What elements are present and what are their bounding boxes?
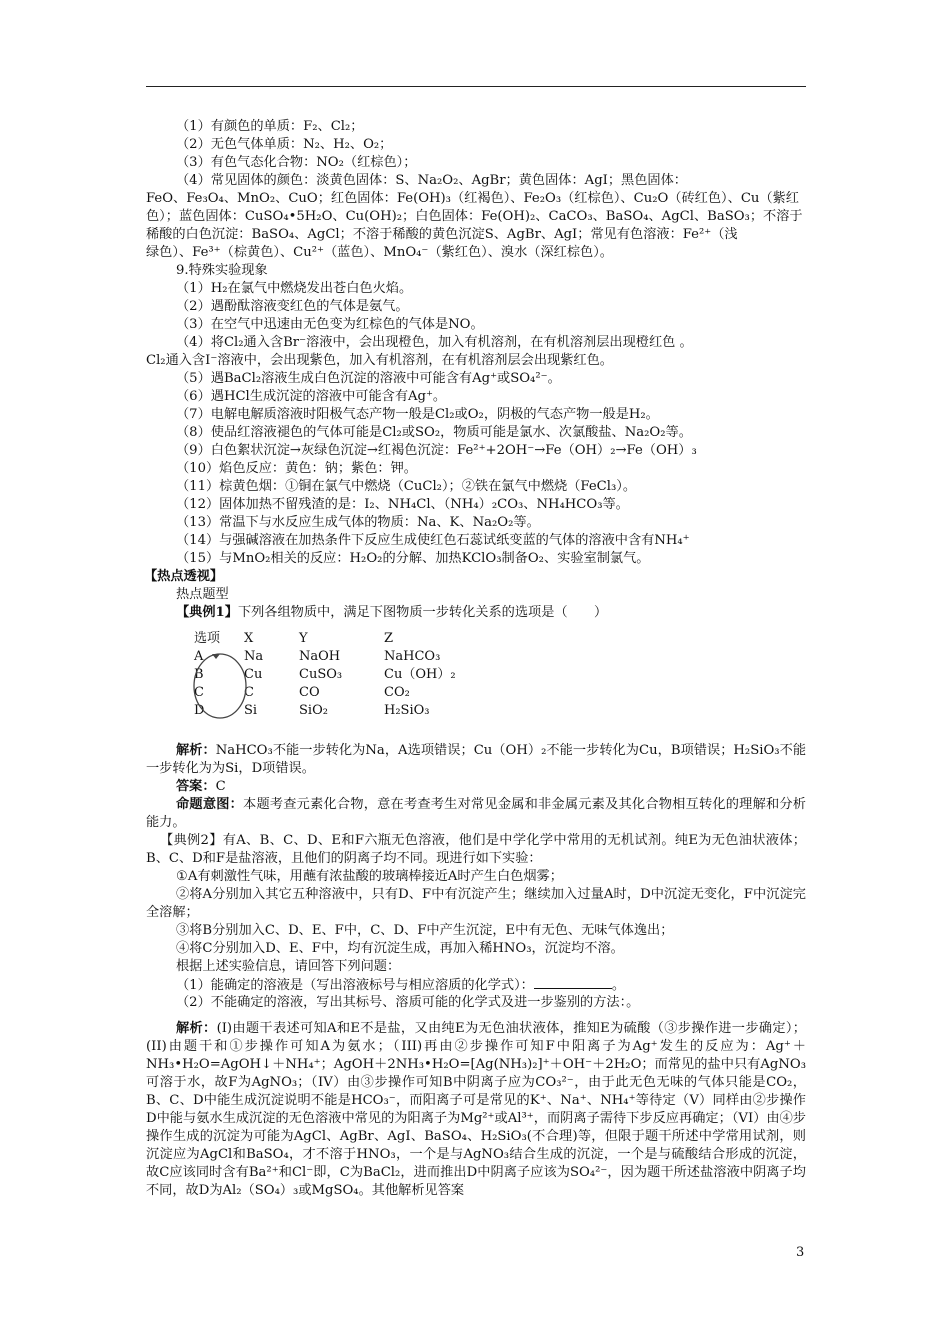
table-cell: NaOH bbox=[299, 649, 341, 664]
table-cell: Cu（OH）₂ bbox=[384, 667, 456, 682]
table-cell: SiO₂ bbox=[299, 703, 328, 718]
example-2-q1 bbox=[146, 976, 806, 994]
example-2-q1-text: （1）能确定的溶液是（写出溶液标号与相应溶质的化学式）： bbox=[176, 978, 534, 993]
table-cell: B bbox=[194, 667, 204, 682]
text-line: （1）H₂在氯气中燃烧发出苍白色火焰。 bbox=[176, 281, 413, 296]
example-2-q1-end: 。 bbox=[611, 978, 626, 993]
example-1-question bbox=[146, 604, 806, 622]
example-1-label: 【典例1】 bbox=[176, 605, 238, 620]
intent-1 bbox=[146, 796, 806, 832]
answer-1 bbox=[146, 778, 806, 796]
example-2-step: ②将A分别加入其它五种溶液中，只有D、F中有沉淀产生；继续加入过量A时，D中沉淀无变化，F中沉淀完全溶解； bbox=[146, 887, 806, 920]
table-header-cell: Z bbox=[384, 631, 394, 646]
header-rule bbox=[146, 86, 806, 87]
text-line: （8）使品红溶液褪色的气体可能是Cl₂或SO₂，物质可能是氯水、次氯酸盐、Na₂O₂等。 bbox=[176, 425, 692, 440]
table-cell: NaHCO₃ bbox=[384, 649, 441, 664]
text-line: （1）有颜色的单质：F₂、Cl₂； bbox=[176, 119, 364, 134]
example-2-q2-text: （2）不能确定的溶液，写出其标号、溶质可能的化学式及进一步鉴别的方法： bbox=[176, 995, 627, 1010]
text-line: Cl₂通入含I⁻溶液中，会出现紫色，加入有机溶剂，在有机溶剂层会出现紫红色。 bbox=[146, 353, 613, 368]
text-line: （4）常见固体的颜色：淡黄色固体：S、Na₂O₂、AgBr；黄色固体：AgI；黑色固体： bbox=[176, 173, 687, 188]
intent-1-text: 本题考查元素化合物，意在考查考生对常见金属和非金属元素及其化合物相互转化的理解和分析能力。 bbox=[146, 797, 806, 830]
text-line: （14）与强碱溶液在加热条件下反应生成使红色石蕊试纸变蓝的气体的溶液中含有NH₄⁺ bbox=[176, 533, 690, 548]
table-cell: CO₂ bbox=[384, 685, 410, 700]
text-line: （5）遇BaCl₂溶液生成白色沉淀的溶液中可能含有Ag⁺或SO₄²⁻。 bbox=[176, 371, 561, 386]
table-header-cell: X bbox=[244, 631, 254, 646]
intent-1-label: 命题意图： bbox=[176, 797, 244, 812]
table-cell: Na bbox=[244, 649, 264, 664]
answer-blank bbox=[534, 976, 612, 989]
section-title: 9.特殊实验现象 bbox=[176, 263, 268, 278]
text-line: （10）焰色反应：黄色：钠；紫色：钾。 bbox=[176, 461, 417, 476]
options-table bbox=[194, 630, 594, 720]
table-header-cell: Y bbox=[299, 631, 308, 646]
table-cell: H₂SiO₃ bbox=[384, 703, 430, 718]
analysis-2-text: (I)由题干表述可知A和E不是盐，又由纯E为无色油状液体，推知E为硫酸（③步操作进一步确定）；(II)由题干和①步操作可知A为氨水；（III)再由②步操作可知F中阳离子为Ag⁺发生的反应为：Ag⁺＋NH₃•H₂O=AgOH↓＋NH₄⁺；AgOH＋2NH₃•H₂O=[Ag(NH₃)₂]⁺＋OH⁻＋2H₂O；而常见的盐中只有AgNO₃可溶于水，故F为AgNO₃；（IV）由③步操作可知B中阴离子应为CO₃²⁻，由于此无色无味的气体只能是CO₂，B、C、D中能生成沉淀说明不能是HCO₃⁻，而阳离子可是常见的K⁺、Na⁺、NH₄⁺等待定（V）同样由②步操作D中能与氨水生成沉淀的无色溶液中常见的为阳离子为Mg²⁺或Al³⁺，而阴离子需待下步反应再确定；（VI）由④步操作生成的沉淀为可能为AgCl、AgBr、AgI、BaSO₄、H₂SiO₃(不合理)等，但限于题干所述中学常用试剂，则沉淀应为AgCl和BaSO₄，才不溶于HNO₃，一个是与AgNO₃结合生成的沉淀，一个是与硫酸结合形成的沉淀，故C应该同时含有Ba²⁺和Cl⁻即，C为BaCl₂，进而推出D中阴离子应该为SO₄²⁻，因为题干所述盐溶液中阴离子均不同，故D为Al₂（SO₄）₃或MgSO₄。其他解析见答案 bbox=[146, 1021, 806, 1198]
example-1-text: 下列各组物质中，满足下图物质一步转化关系的选项是（ ） bbox=[237, 605, 608, 620]
table-cell: C bbox=[194, 685, 204, 700]
text-line: （15）与MnO₂相关的反应：H₂O₂的分解、加热KClO₃制备O₂、实验室制氯气。 bbox=[176, 551, 650, 566]
example-2-prompt: 根据上述实验信息，请回答下列问题： bbox=[176, 959, 401, 974]
text-line: （12）固体加热不留残渣的是：I₂、NH₄Cl、（NH₄）₂CO₃、NH₄HCO₃等。 bbox=[176, 497, 629, 512]
table-cell: A bbox=[194, 649, 204, 664]
table-cell: CO bbox=[299, 685, 320, 700]
analysis-2 bbox=[146, 1020, 806, 1200]
hot-subheading: 热点题型 bbox=[176, 587, 229, 602]
text-line: 稀酸的白色沉淀：BaSO₄、AgCl；不溶于稀酸的黄色沉淀S、AgBr、AgI；常见有色溶液：Fe²⁺（浅 bbox=[146, 227, 738, 242]
text-line: （3）在空气中迅速由无色变为红棕色的气体是NO。 bbox=[176, 317, 484, 332]
example-2-text: 有A、B、C、D、E和F六瓶无色溶液，他们是中学化学中常用的无机试剂。纯E为无色油状液体；B、C、D和F是盐溶液，且他们的阴离子均不同。现进行如下实验： bbox=[146, 833, 806, 866]
analysis-1-text: NaHCO₃不能一步转化为Na，A选项错误；Cu（OH）₂不能一步转化为Cu，B项错误；H₂SiO₃不能一步转化为为Si，D项错误。 bbox=[146, 743, 807, 776]
text-line: （9）白色絮状沉淀→灰绿色沉淀→红褐色沉淀：Fe²⁺+2OH⁻→Fe（OH）₂→Fe（OH）₃ bbox=[176, 443, 697, 458]
document-body bbox=[146, 118, 806, 1200]
example-2-step: ③将B分别加入C、D、E、F中，C、D、F中产生沉淀，E中有无色、无味气体逸出； bbox=[176, 923, 674, 938]
example-2-step: ①A有刺激性气味，用蘸有浓盐酸的玻璃棒接近A时产生白色烟雾； bbox=[176, 869, 563, 884]
table-cell: C bbox=[244, 685, 254, 700]
table-row bbox=[194, 702, 594, 720]
analysis-2-label: 解析： bbox=[176, 1021, 217, 1036]
hot-heading: 【热点透视】 bbox=[144, 569, 224, 584]
table-cell: D bbox=[194, 703, 205, 718]
text-line: （6）遇HCl生成沉淀的溶液中可能含有Ag⁺。 bbox=[176, 389, 447, 404]
example-2-q2-end: 。 bbox=[626, 995, 640, 1010]
table-cell: CuSO₃ bbox=[299, 667, 343, 682]
table-cell: Cu bbox=[244, 667, 263, 682]
example-2-step: ④将C分别加入D、E、F中，均有沉淀生成，再加入稀HNO₃，沉淀均不溶。 bbox=[176, 941, 624, 956]
text-line: （4）将Cl₂通入含Br⁻溶液中，会出现橙色，加入有机溶剂，在有机溶剂层出现橙红色 。 bbox=[176, 335, 693, 350]
table-header-cell: 选项 bbox=[194, 631, 221, 646]
example-2-q2 bbox=[146, 994, 806, 1012]
text-line: （2）遇酚酞溶液变红色的气体是氨气。 bbox=[176, 299, 409, 314]
text-line: （2）无色气体单质：N₂、H₂、O₂； bbox=[176, 137, 393, 152]
example-2-question bbox=[146, 832, 806, 868]
text-line: 色）；蓝色固体：CuSO₄•5H₂O、Cu(OH)₂；白色固体：Fe(OH)₂、CaCO₃、BaSO₄、AgCl、BaSO₃；不溶于 bbox=[146, 209, 803, 224]
analysis-1 bbox=[146, 742, 806, 778]
table-row bbox=[194, 648, 594, 666]
text-line: （11）棕黄色烟：①铜在氯气中燃烧（CuCl₂）；②铁在氯气中燃烧（FeCl₃）。 bbox=[176, 479, 637, 494]
text-line: 绿色）、Fe³⁺（棕黄色）、Cu²⁺（蓝色）、MnO₄⁻（紫红色）、溴水（深红棕色）。 bbox=[146, 245, 613, 260]
table-header-row bbox=[194, 630, 594, 648]
text-line: （13）常温下与水反应生成气体的物质：Na、K、Na₂O₂等。 bbox=[176, 515, 540, 530]
text-line: （3）有色气态化合物：NO₂（红棕色）； bbox=[176, 155, 417, 170]
table-row bbox=[194, 666, 594, 684]
table-row bbox=[194, 684, 594, 702]
example-2-label: 【典例2】 bbox=[160, 833, 223, 848]
table-cell: Si bbox=[244, 703, 258, 718]
answer-1-label: 答案： bbox=[176, 779, 216, 794]
analysis-1-label: 解析： bbox=[176, 743, 216, 758]
answer-1-text: C bbox=[215, 779, 226, 794]
text-line: （7）电解电解质溶液时阳极气态产物一般是Cl₂或O₂，阴极的气态产物一般是H₂。 bbox=[176, 407, 659, 422]
text-line: FeO、Fe₃O₄、MnO₂、CuO；红色固体：Fe(OH)₃（红褐色）、Fe₂O₃（红棕色）、Cu₂O（砖红色）、Cu（紫红 bbox=[146, 191, 799, 206]
page-number: 3 bbox=[796, 1245, 805, 1260]
